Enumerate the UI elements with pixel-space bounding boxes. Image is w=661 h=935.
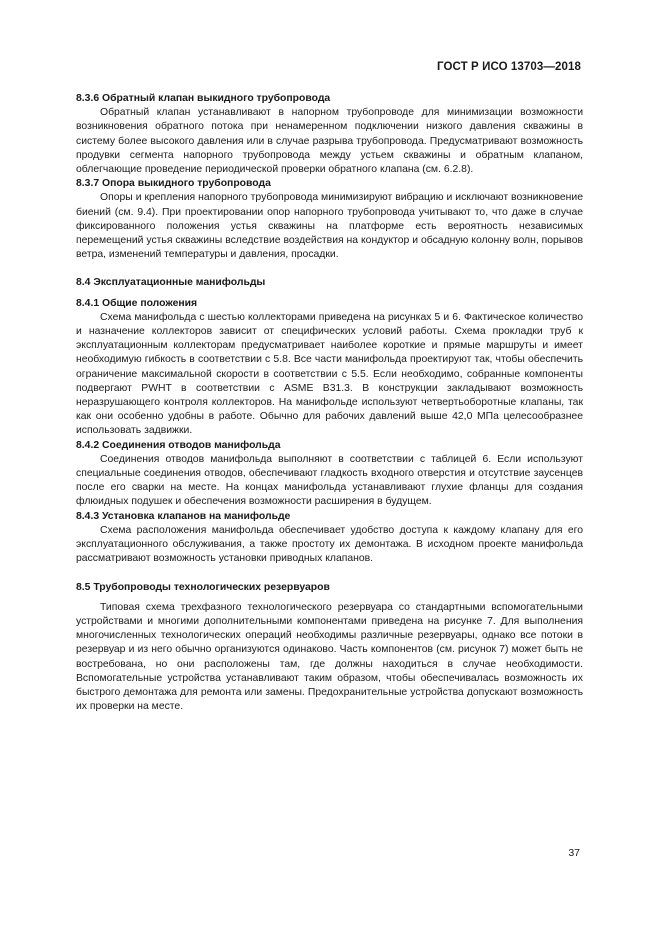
paragraph-text: Схема манифольда с шестью коллекторами приведена на рисунках 5 и 6. Фактическое количество и назначение коллекторов зависит от специфических условий работы. Схема прокладки труб к эксплуатационным коллекторам предусматривает наиболее короткие и прямые маршруты и имеет необходимую гибкость в соответствии с 5.8. Все части манифольда проектируют так, чтобы обеспечить ограничение максимальной скорости в соответствии с 5.5. Если необходимо, собранные компоненты подвергают PWHT в соответствии с ASME B31.3. В конструкции закладывают возможность неразрушающего контроля коллекторов. На манифольде используют четвертьоборотные клапаны, так как они особенно удобны в работе. Обычно для рабочих давлений выше 42,0 МПа целесообразнее использовать задвижки. bbox=[76, 311, 583, 437]
document-body bbox=[76, 92, 583, 714]
heading-8-4-2: 8.4.2 Соединения отводов манифольда bbox=[76, 439, 281, 451]
paragraph-8-4-2 bbox=[76, 453, 583, 510]
heading-8-4: 8.4 Эксплуатационные манифольды bbox=[76, 277, 266, 289]
paragraph-8-4-3 bbox=[76, 524, 583, 567]
paragraph-text: Опоры и крепления напорного трубопровода минимизируют вибрацию и исключают возникновение биений (см. 9.4). При проектировании опор напорного трубопровода учитывают то, что даже в случае фиксированного положения устья скважины на платформе есть вероятность независимых перемещений устья скважины вследствие воздействия на кондуктор и обсадную колонну волн, порывов ветра, изменений температуры и давления, просадки. bbox=[76, 192, 583, 261]
paragraph-text: Соединения отводов манифольда выполняют в соответствии с таблицей 6. Если используют специальные соединения отводов, обеспечивают гладкость входного отверстия и отсутствие заусенцев после его сварки на месте. На концах манифольда устанавливают глухие фланцы для создания флюидных подушек и обеспечения возможности расширения в будущем. bbox=[76, 453, 583, 508]
heading-8-3-6: 8.3.6 Обратный клапан выкидного трубопровода bbox=[76, 93, 331, 104]
paragraph-8-4-1 bbox=[76, 311, 583, 439]
heading-8-4-1: 8.4.1 Общие положения bbox=[76, 297, 198, 309]
paragraph-8-5 bbox=[76, 601, 583, 715]
heading-8-4-3: 8.4.3 Установка клапанов на манифольде bbox=[76, 510, 291, 522]
paragraph-text: Обратный клапан устанавливают в напорном трубопроводе для минимизации возможности возникновения обратного потока при ненамеренном подключении низкого давления скважины в систему более высокого давления или в случае разрыва трубопровода. Предусматривают возможность продувки сегмента напорного трубопровода между устьем скважины и обратным клапаном, облегчающие проведение периодической проверки обратного клапана (см. 6.2.8). bbox=[76, 107, 583, 176]
page-number: 37 bbox=[568, 847, 580, 859]
heading-8-3-7: 8.3.7 Опора выкидного трубопровода bbox=[76, 178, 271, 190]
paragraph-text: Типовая схема трехфазного технологического резервуара со стандартными вспомогательными устройствами и многими дополнительными компонентами приведена на рисунке 7. Для выполнения многочисленных технологических операций необходимы различные резервуары, однако все потоки в резервуар и из него обычно организуются одинаково. Часть компонентов (см. рисунок 7) может быть не востребована, но они расположены там, где должны находиться в случае необходимости. Вспомогательные устройства устанавливают таким образом, чтобы обеспечивалась возможность их быстрого демонтажа для ремонта или замены. Предохранительные устройства допускают возможность их проверки на месте. bbox=[76, 601, 583, 713]
paragraph-8-3-7 bbox=[76, 191, 583, 262]
paragraph-8-3-6 bbox=[76, 106, 583, 177]
heading-8-5: 8.5 Трубопроводы технологических резервуаров bbox=[76, 581, 330, 593]
document-header: ГОСТ Р ИСО 13703—2018 bbox=[436, 61, 581, 73]
paragraph-text: Схема расположения манифольда обеспечивает удобство доступа к каждому клапану для его эксплуатационного обслуживания, а также простоту их демонтажа. В исходном проекте манифольда рассматривают возможность установки приводных клапанов. bbox=[76, 524, 583, 565]
